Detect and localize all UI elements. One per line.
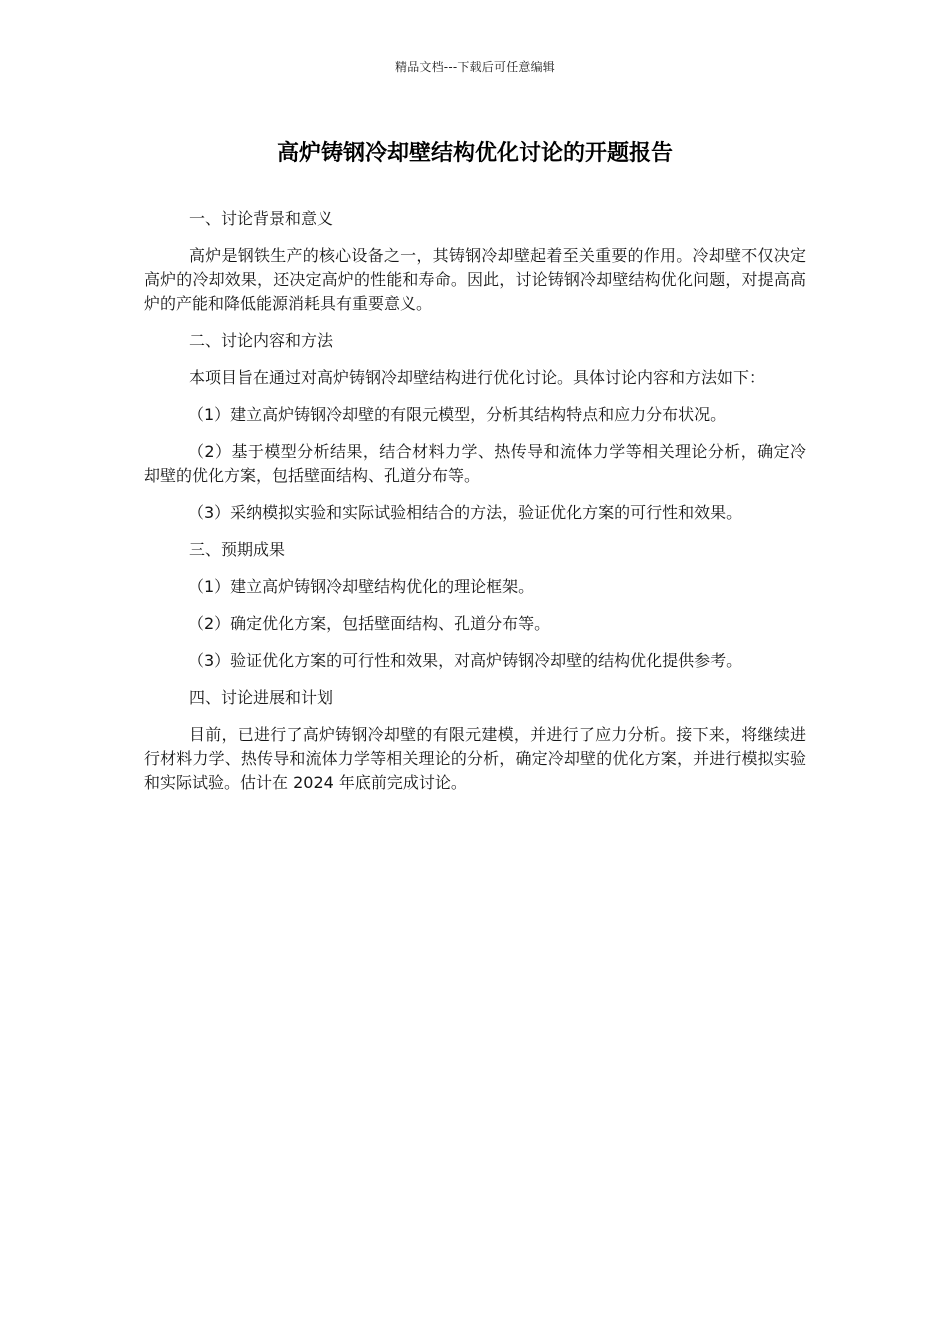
list-item: （2）确定优化方案，包括壁面结构、孔道分布等。 bbox=[188, 614, 551, 633]
document-title: 高炉铸钢冷却壁结构优化讨论的开题报告 bbox=[276, 141, 673, 166]
list-item: （2）基于模型分析结果，结合材料力学、热传导和流体力学等相关理论分析，确定冷却壁的优化方案，包括壁面结构、孔道分布等。 bbox=[144, 442, 806, 485]
paragraph-progress: 目前，已进行了高炉铸钢冷却壁的有限元建模，并进行了应力分析。接下来，将继续进行材料力学、热传导和流体力学等相关理论的分析，确定冷却壁的优化方案，并进行模拟实验和实际试验。估计在 2024 年底前完成讨论。 bbox=[144, 725, 806, 792]
section-heading-content-method: 二、讨论内容和方法 bbox=[189, 331, 334, 350]
document-body bbox=[144, 207, 806, 808]
list-item: （3）采纳模拟实验和实际试验相结合的方法，验证优化方案的可行性和效果。 bbox=[188, 503, 743, 522]
list-item: （3）验证优化方案的可行性和效果，对高炉铸钢冷却壁的结构优化提供参考。 bbox=[188, 651, 743, 670]
header-note: 精品文档---下载后可任意编辑 bbox=[395, 60, 555, 74]
paragraph-content-intro: 本项目旨在通过对高炉铸钢冷却壁结构进行优化讨论。具体讨论内容和方法如下： bbox=[189, 368, 766, 387]
list-item: （1）建立高炉铸钢冷却壁的有限元模型，分析其结构特点和应力分布状况。 bbox=[188, 405, 727, 424]
section-heading-expected-results: 三、预期成果 bbox=[189, 540, 286, 559]
section-heading-background: 一、讨论背景和意义 bbox=[189, 209, 334, 228]
list-item: （1）建立高炉铸钢冷却壁结构优化的理论框架。 bbox=[188, 577, 535, 596]
paragraph-background: 高炉是钢铁生产的核心设备之一，其铸钢冷却壁起着至关重要的作用。冷却壁不仅决定高炉的冷却效果，还决定高炉的性能和寿命。因此，讨论铸钢冷却壁结构优化问题，对提高高炉的产能和降低能源消耗具有重要意义。 bbox=[144, 246, 806, 313]
section-heading-progress-plan: 四、讨论进展和计划 bbox=[189, 688, 334, 707]
